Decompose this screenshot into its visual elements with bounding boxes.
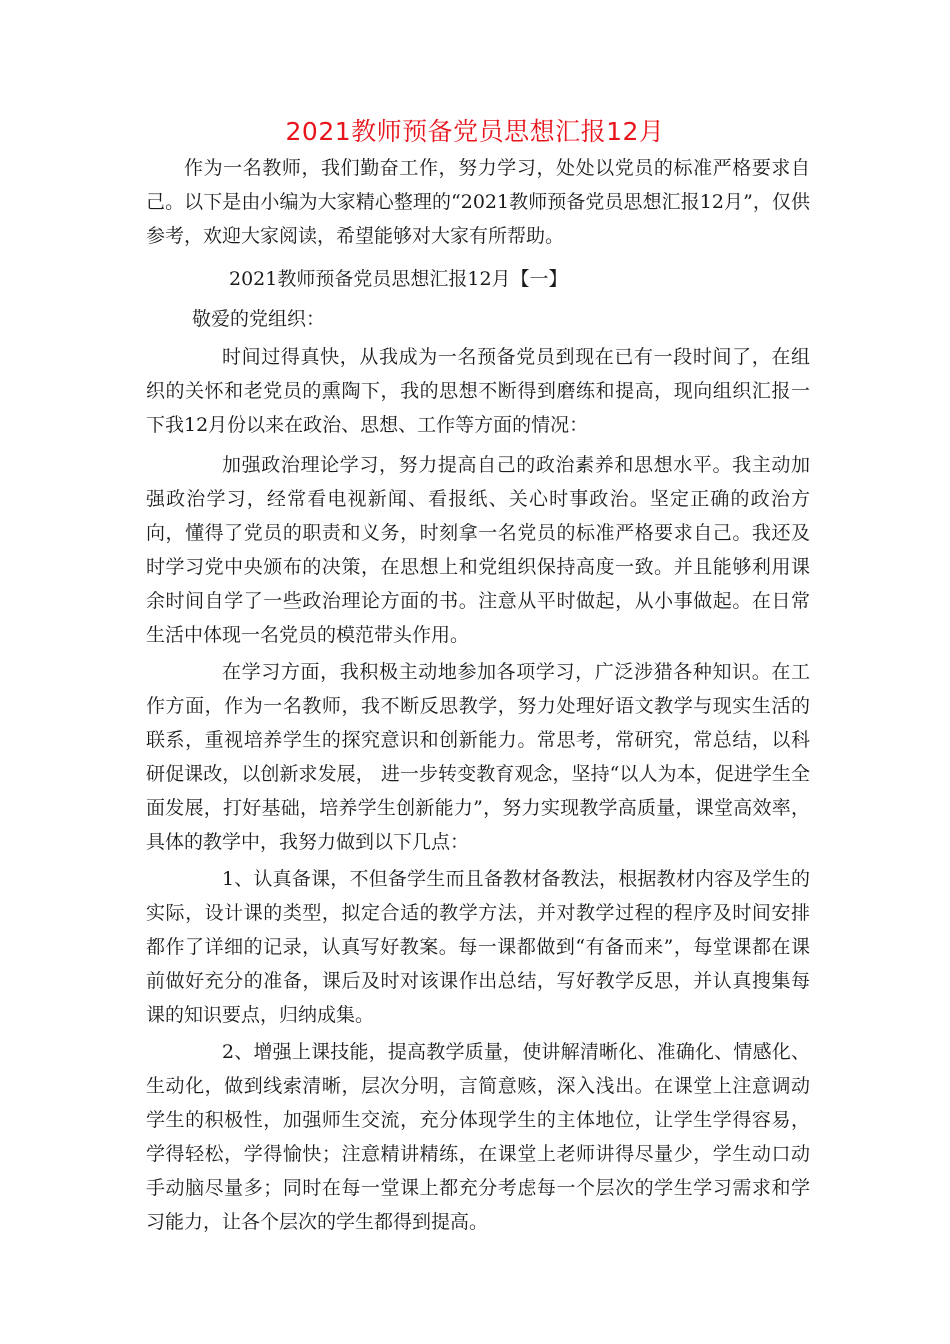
section-heading: 2021教师预备党员思想汇报12月【一】 xyxy=(229,268,568,290)
body-paragraph: 1、认真备课，不但备学生而且备教材备教法，根据教材内容及学生的实际，设计课的类型，拟定合适的教学方法，并对教学过程的程序及时间安排都作了详细的记录，认真写好教案。每一课都做到“有备而来”，每堂课都在课前做好充分的准备，课后及时对该课作出总结，写好教学反思，并认真搜集每课的知识要点，归纳成集。 xyxy=(146,868,810,1026)
body-paragraph: 时间过得真快，从我成为一名预备党员到现在已有一段时间了，在组织的关怀和老党员的熏陶下，我的思想不断得到磨练和提高，现向组织汇报一下我12月份以来在政治、思想、工作等方面的情况： xyxy=(146,346,810,436)
salutation: 敬爱的党组织： xyxy=(192,308,326,330)
body-paragraph: 2、增强上课技能，提高教学质量，使讲解清晰化、准确化、情感化、生动化，做到线索清晰，层次分明，言简意赅，深入浅出。在课堂上注意调动学生的积极性，加强师生交流，充分体现学生的主体地位，让学生学得容易，学得轻松，学得愉快；注意精讲精练，在课堂上老师讲得尽量少，学生动口动手动脑尽量多；同时在每一堂课上都充分考虑每一个层次的学生学习需求和学习能力，让各个层次的学生都得到提高。 xyxy=(146,1041,810,1233)
document-title: 2021教师预备党员思想汇报12月 xyxy=(285,117,665,146)
body-paragraph: 加强政治理论学习，努力提高自己的政治素养和思想水平。我主动加强政治学习，经常看电视新闻、看报纸、关心时事政治。坚定正确的政治方向，懂得了党员的职责和义务，时刻拿一名党员的标准严格要求自己。我还及时学习党中央颁布的决策，在思想上和党组织保持高度一致。并且能够利用课余时间自学了一些政治理论方面的书。注意从平时做起，从小事做起。在日常生活中体现一名党员的模范带头作用。 xyxy=(146,454,810,646)
body-paragraph: 在学习方面，我积极主动地参加各项学习，广泛涉猎各种知识。在工作方面，作为一名教师，我不断反思教学，努力处理好语文教学与现实生活的联系，重视培养学生的探究意识和创新能力。常思考，常研究，常总结，以科研促课改，以创新求发展， 进一步转变教育观念，坚持“以人为本，促进学生全面发展，打好基础，培养学生创新能力”，努力实现教学高质量，课堂高效率，具体的教学中，我努力做到以下几点： xyxy=(146,661,810,853)
intro-paragraph: 作为一名教师，我们勤奋工作，努力学习，处处以党员的标准严格要求自己。以下是由小编为大家精心整理的“2021教师预备党员思想汇报12月”，仅供参考，欢迎大家阅读，希望能够对大家有所帮助。 xyxy=(146,157,810,247)
